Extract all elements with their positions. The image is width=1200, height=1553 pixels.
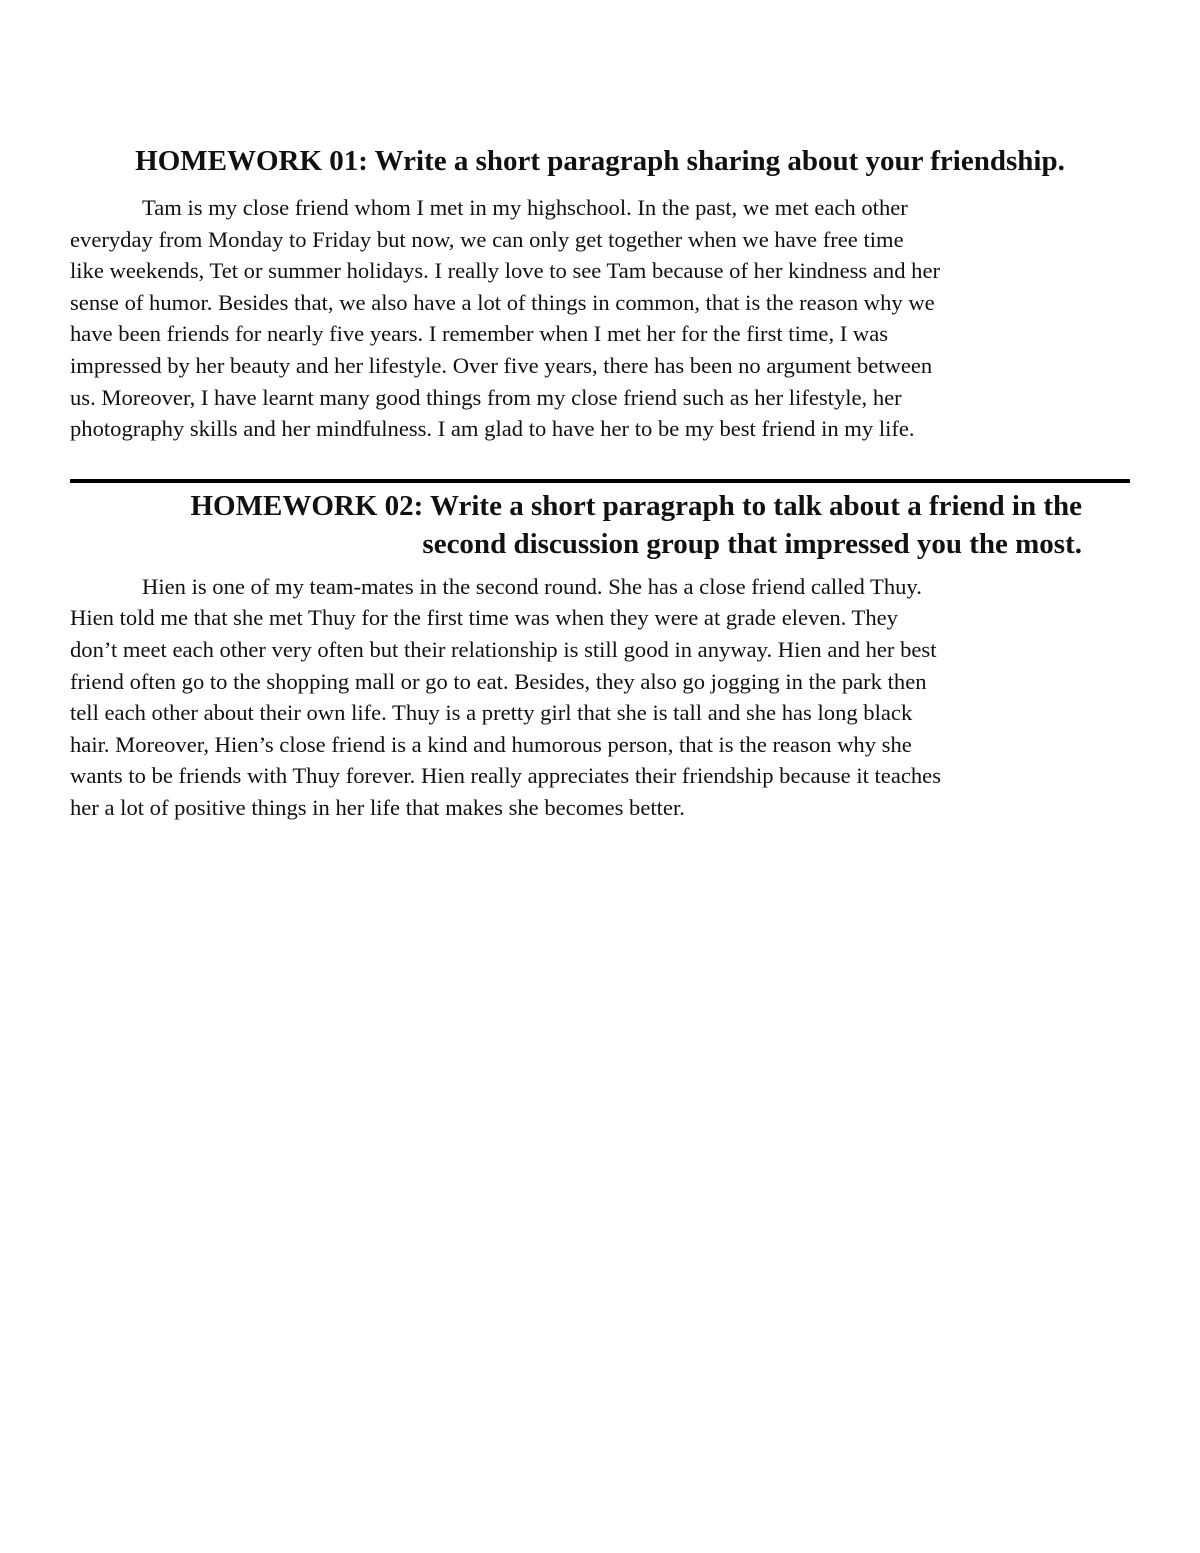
paragraph-line: Tam is my close friend whom I met in my highschool. In the past, we met each other bbox=[142, 195, 908, 220]
paragraph-line: tell each other about their own life. Thuy is a pretty girl that she is tall and she has long black bbox=[70, 700, 913, 726]
paragraph-line: us. Moreover, I have learnt many good things from my close friend such as her lifestyle, her bbox=[70, 384, 902, 410]
homework-01-paragraph bbox=[70, 192, 1130, 445]
homework-01-title: HOMEWORK 01: Write a short paragraph sharing about your friendship. bbox=[135, 145, 1065, 177]
homework-02-title-line: second discussion group that impressed you the most. bbox=[422, 527, 1082, 560]
paragraph-line: Hien told me that she met Thuy for the first time was when they were at grade eleven. They bbox=[70, 605, 898, 631]
paragraph-line: wants to be friends with Thuy forever. Hien really appreciates their friendship because it teaches bbox=[70, 763, 942, 789]
paragraph-line: photography skills and her mindfulness. I am glad to have her to be my best friend in my life. bbox=[70, 416, 915, 442]
paragraph-line: her a lot of positive things in her life that makes she becomes better. bbox=[70, 794, 685, 820]
paragraph-line: don’t meet each other very often but their relationship is still good in anyway. Hien and her best bbox=[70, 636, 937, 662]
paragraph-line: like weekends, Tet or summer holidays. I really love to see Tam because of her kindness and her bbox=[70, 258, 940, 284]
paragraph-line: impressed by her beauty and her lifestyle. Over five years, there has been no argument between bbox=[70, 352, 933, 378]
document-page bbox=[70, 138, 1130, 824]
paragraph-line: friend often go to the shopping mall or go to eat. Besides, they also go jogging in the park then bbox=[70, 668, 927, 694]
paragraph-line: everyday from Monday to Friday but now, we can only get together when we have free time bbox=[70, 226, 904, 252]
paragraph-line: have been friends for nearly five years. I remember when I met her for the first time, I was bbox=[70, 321, 889, 347]
paragraph-line: Hien is one of my team-mates in the second round. She has a close friend called Thuy. bbox=[142, 573, 922, 599]
homework-02-title-line: HOMEWORK 02: Write a short paragraph to talk about a friend in the bbox=[190, 489, 1082, 522]
paragraph-line: sense of humor. Besides that, we also have a lot of things in common, that is the reason why we bbox=[70, 289, 935, 315]
section-divider bbox=[70, 479, 1130, 483]
paragraph-line: hair. Moreover, Hien’s close friend is a kind and humorous person, that is the reason why she bbox=[70, 731, 912, 757]
homework-02-paragraph bbox=[70, 571, 1130, 824]
homework-02-title bbox=[70, 487, 1130, 563]
